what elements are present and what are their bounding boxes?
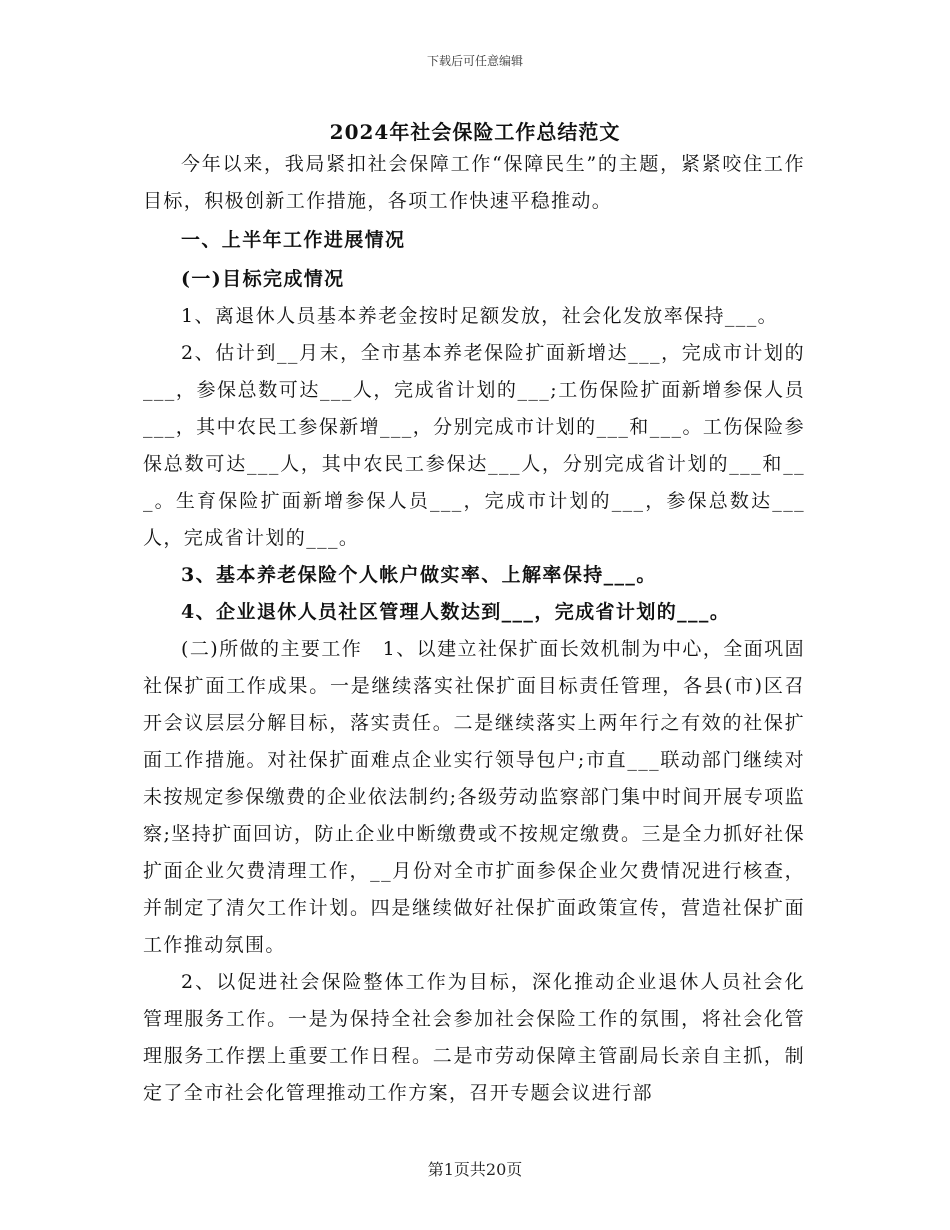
page-header-note: 下载后可任意编辑 [426,54,523,68]
main-work-paragraph-2: 2、以促进社会保险整体工作为目标，深化推动企业退休人员社会化管理服务工作。一是为保持全社会参加社会保险工作的氛围，将社会化管理服务工作摆上重要工作日程。二是市劳动保障主管副局长亲自主抓，制定了全市社会化管理推动工作方案，召开专题会议进行部 [143,971,805,1104]
document-body [143,146,805,1112]
main-work-paragraph-1: (二)所做的主要工作 1、以建立社保扩面长效机制为中心，全面巩固社保扩面工作成果。一是继续落实社保扩面目标责任管理，各县(市)区召开会议层层分解目标，落实责任。二是继续落实上两年行之有效的社保扩面工作措施。对社保扩面难点企业实行领导包户;市直___联动部门继续对未按规定参保缴费的企业依法制约;各级劳动监察部门集中时间开展专项监察;坚持扩面回访，防止企业中断缴费或不按规定缴费。三是全力抓好社保扩面企业欠费清理工作，__月份对全市扩面参保企业欠费情况进行核查，并制定了清欠工作计划。四是继续做好社保扩面政策宣传，营造社保扩面工作推动氛围。 [143,638,805,956]
page-footer-number: 第1页共20页 [427,1160,523,1179]
subsection-heading-goals: (一)目标完成情况 [181,268,345,290]
document-title: 2024年社会保险工作总结范文 [329,120,621,144]
section-heading-1: 一、上半年工作进展情况 [181,229,406,251]
goal-item-2: 2、估计到__月末，全市基本养老保险扩面新增达___，完成市计划的___，参保总数可达___人，完成省计划的___;工伤保险扩面新增参保人员___，其中农民工参保新增___，分别完成市计划的___和___。工伤保险参保总数可达___人，其中农民工参保达___人，分别完成省计划的___和___。生育保险扩面新增参保人员___，完成市计划的___，参保总数达___人，完成省计划的___。 [143,342,805,549]
goal-item-1: 1、离退休人员基本养老金按时足额发放，社会化发放率保持___。 [181,305,778,327]
intro-paragraph: 今年以来，我局紧扣社会保障工作“保障民生”的主题，紧紧咬住工作目标，积极创新工作措施，各项工作快速平稳推动。 [143,153,805,212]
goal-item-4: 4、企业退休人员社区管理人数达到___，完成省计划的___。 [181,601,731,623]
goal-item-3: 3、基本养老保险个人帐户做实率、上解率保持___。 [181,564,657,586]
